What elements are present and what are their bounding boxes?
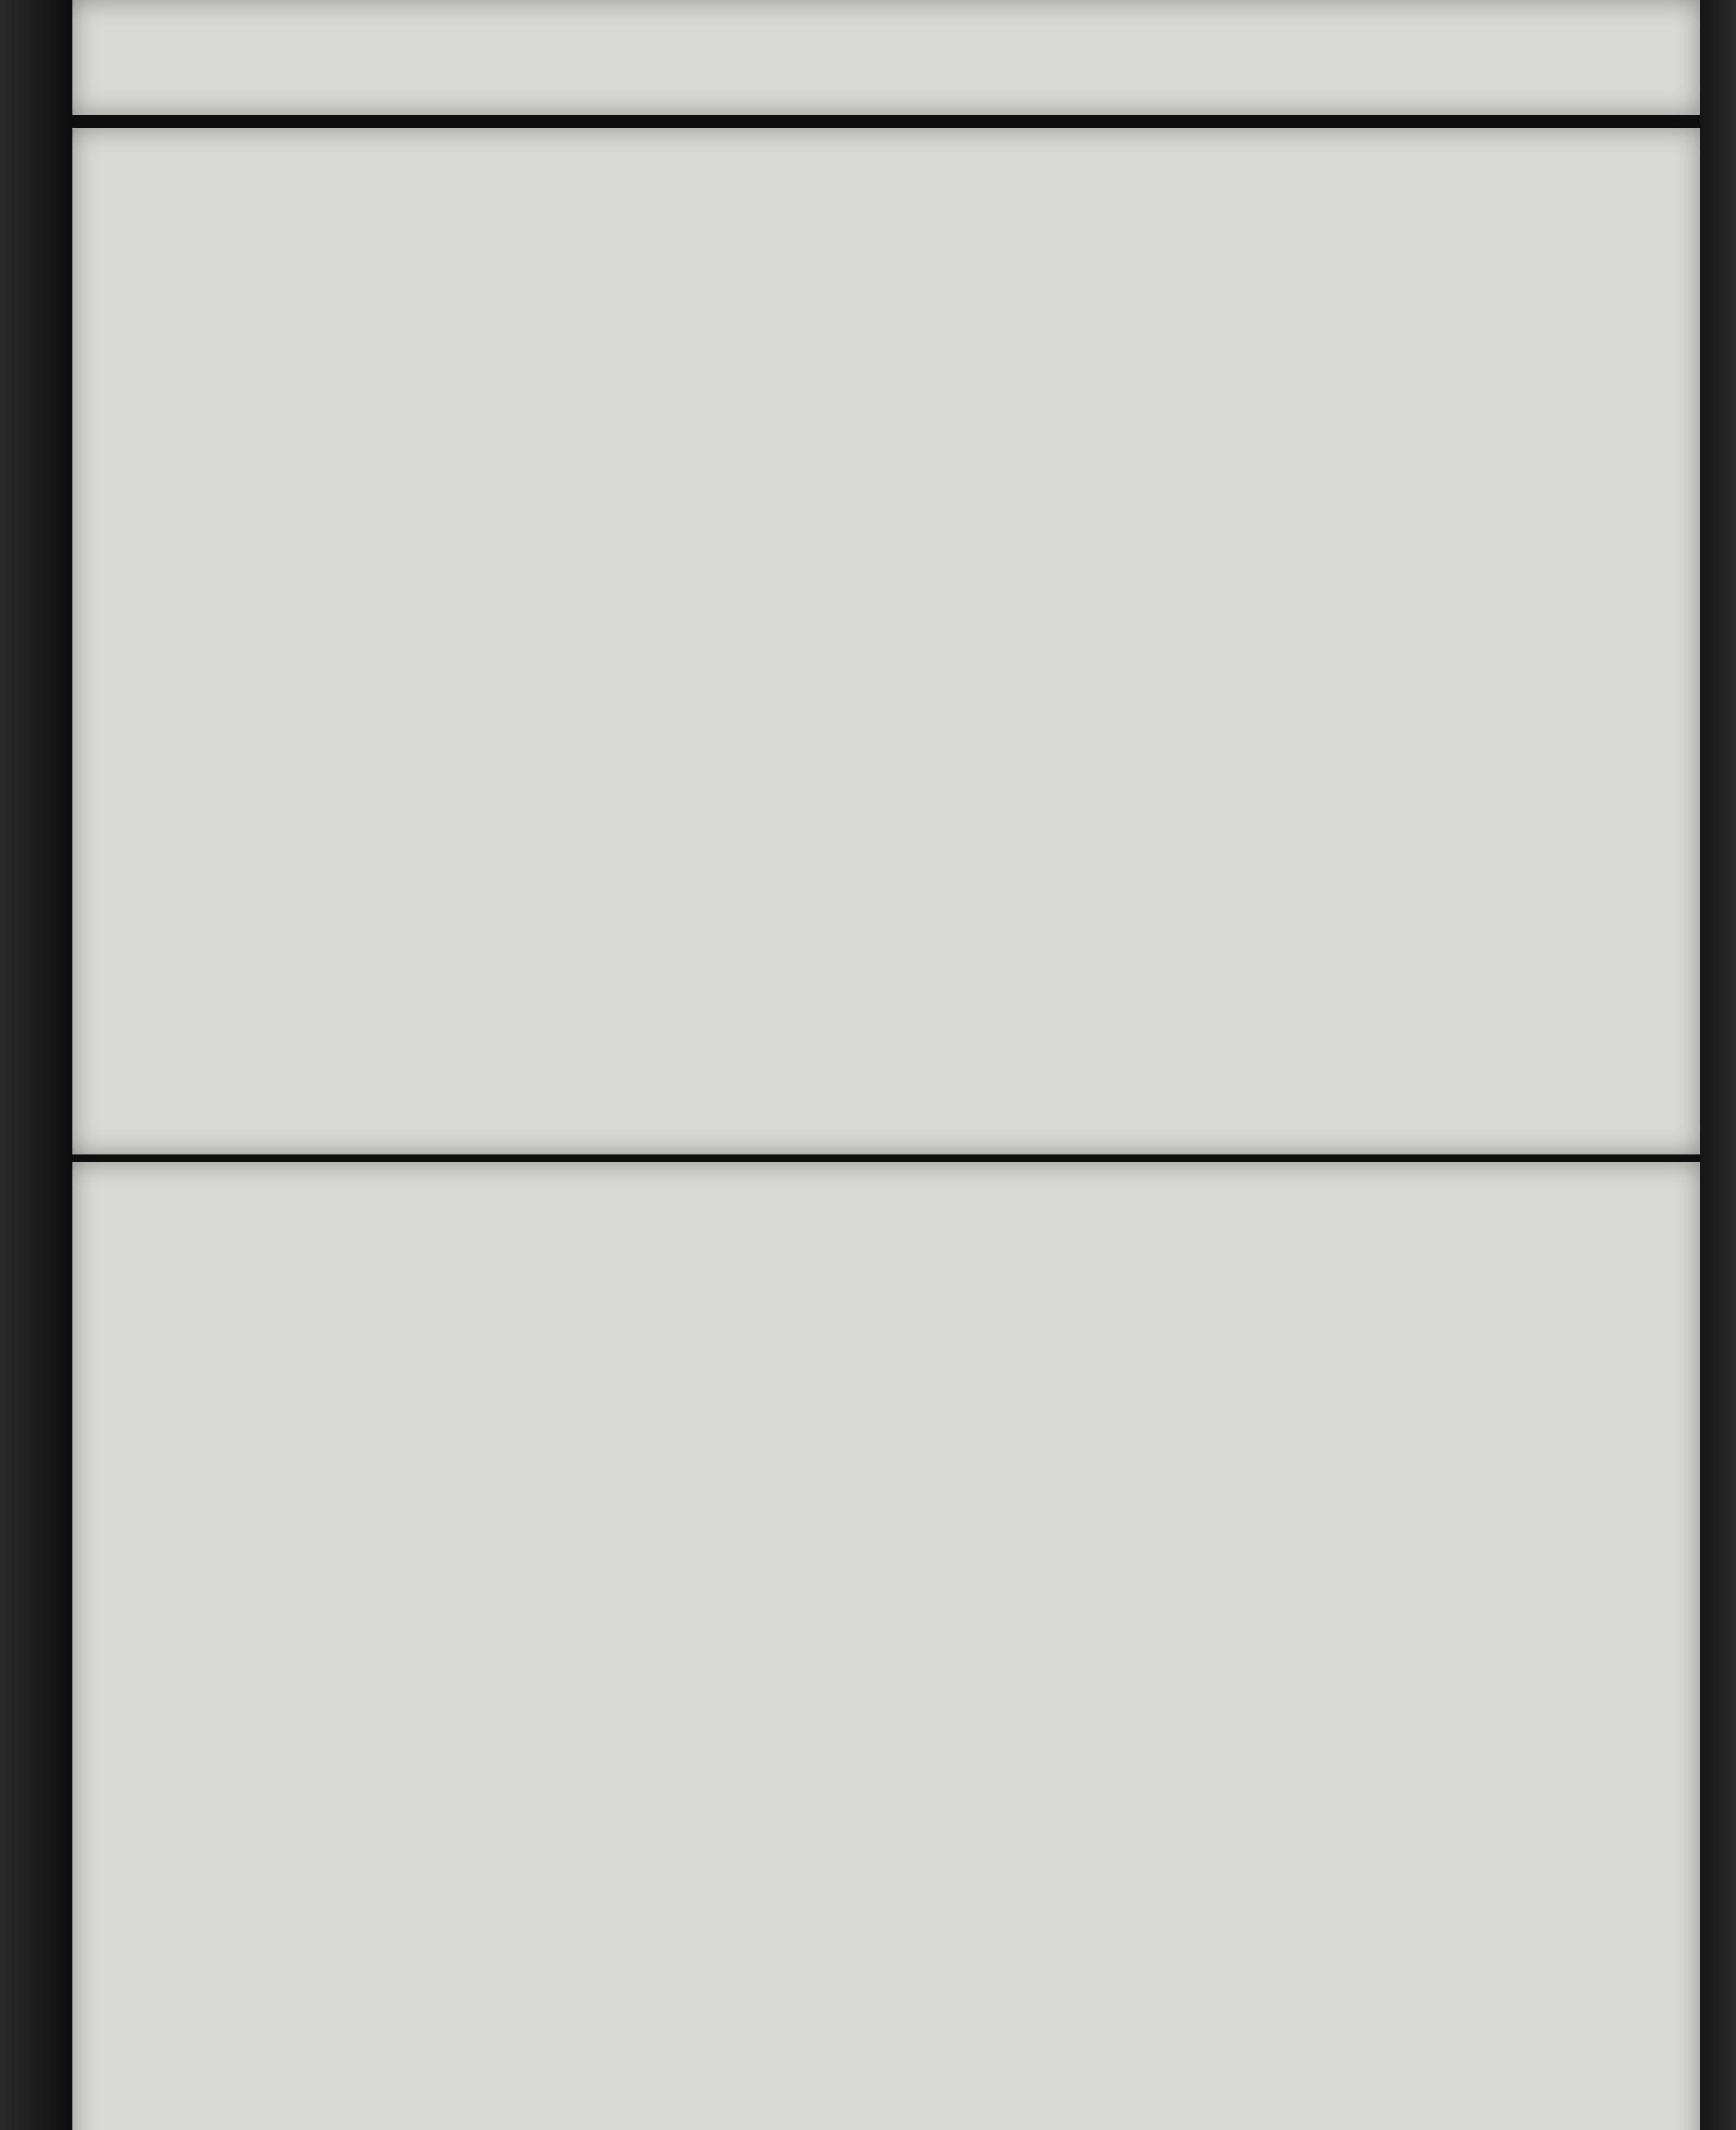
- sheet-seam: [72, 115, 1700, 128]
- film-edge-left: [0, 0, 72, 2130]
- sheet-seam: [72, 1154, 1700, 1162]
- manifest-sheet-middle: [72, 128, 1700, 1154]
- manifest-sheet-top: [72, 0, 1700, 115]
- manifest-sheet-bottom: [72, 1162, 1700, 2130]
